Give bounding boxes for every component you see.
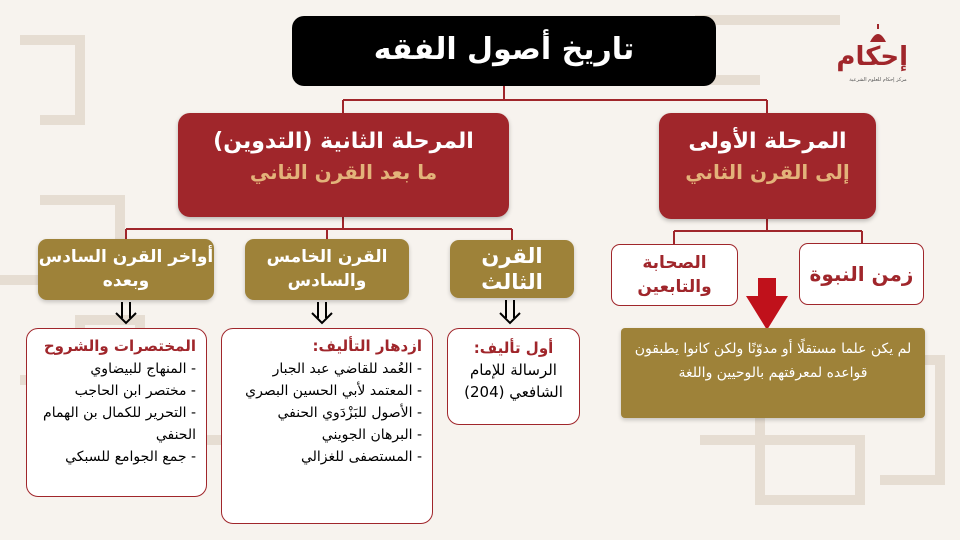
phase-two-subtitle: ما بعد القرن الثاني [249, 160, 438, 184]
list-item: - مختصر ابن الحاجب [74, 383, 196, 399]
red-down-arrow [746, 278, 788, 330]
fifth-sixth-century-box: القرن الخامس والسادس [245, 239, 409, 300]
list-item: - الأصول للبَزْدَوي الحنفي [277, 405, 422, 421]
first-authorship-head: أول تأليف: [473, 339, 554, 357]
first-authorship-box [447, 328, 580, 425]
phase-one-box [659, 113, 876, 219]
third-century-box: القرن الثالث [450, 240, 574, 298]
phase-two-title: المرحلة الثانية (التدوين) [213, 129, 474, 154]
summaries-box [26, 328, 207, 497]
list-item: - البرهان الجويني [321, 427, 422, 443]
list-item: - المستصفى للغزالي [300, 449, 422, 465]
list-item: - جمع الجوامع للسبكي [65, 449, 196, 465]
logo [836, 24, 908, 94]
list-item: - التحرير للكمال بن الهمام الحنفي [43, 405, 196, 443]
phase-two-box [178, 113, 509, 217]
summaries-head: المختصرات والشروح [43, 337, 196, 355]
list-item: - العُمد للقاضي عبد الجبار [272, 361, 422, 377]
flourishing-head: ازدهار التأليف: [312, 337, 422, 355]
companions-box: الصحابة والتابعين [611, 244, 738, 306]
logo-text: إحكام [836, 42, 908, 72]
page-title: تاريخ أصول الفقه [292, 16, 716, 86]
late-sixth-century-box: أواخر القرن السادس وبعده [38, 239, 214, 300]
flourishing-box [221, 328, 433, 524]
phase-one-subtitle: إلى القرن الثاني [685, 160, 850, 184]
logo-subtitle: مركز إحكام للعلوم الشرعية [849, 77, 907, 83]
prophecy-era-box: زمن النبوة [799, 243, 924, 305]
first-authorship-line: الرسالة للإمام [470, 361, 557, 379]
list-item: - المعتمد لأبي الحسين البصري [245, 383, 422, 399]
dome-icon [848, 24, 908, 44]
phase-one-note: لم يكن علما مستقلًا أو مدوّنًا ولكن كانوا يطبقون قواعده لمعرفتهم بالوحيين واللغة [621, 328, 925, 418]
first-authorship-line: الشافعي (204) [464, 383, 563, 401]
phase-one-title: المرحلة الأولى [688, 129, 847, 154]
list-item: - المنهاج للبيضاوي [90, 361, 196, 377]
